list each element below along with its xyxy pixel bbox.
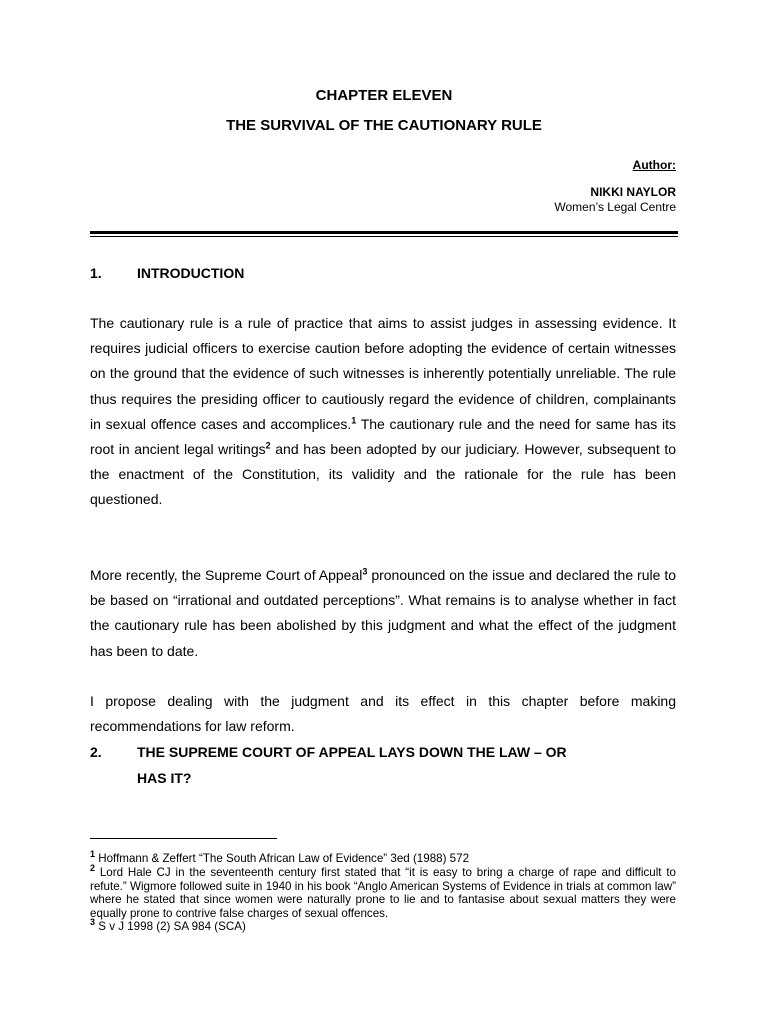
- chapter-title: THE SURVIVAL OF THE CAUTIONARY RULE: [226, 117, 542, 134]
- section-heading-continuation: HAS IT?: [137, 770, 192, 786]
- paragraph-supreme-court: [90, 563, 676, 664]
- footnote-ref[interactable]: 3: [362, 566, 368, 577]
- footnote-1: [90, 849, 676, 866]
- section-number: 1.: [90, 265, 102, 281]
- author-label: Author:: [632, 158, 676, 172]
- footnote-text: S v J 1998 (2) SA 984 (SCA): [95, 920, 246, 933]
- footnote-ref[interactable]: 2: [265, 440, 271, 451]
- author-organisation: Women’s Legal Centre: [554, 200, 676, 214]
- section-number: 2.: [90, 744, 102, 760]
- author-name: NIKKI NAYLOR: [590, 185, 676, 199]
- paragraph-text: More recently, the Supreme Court of Appeal: [90, 567, 363, 583]
- footnote-number: 2: [90, 863, 96, 874]
- section-heading-supreme-court: [90, 744, 678, 760]
- paragraph-proposal: I propose dealing with the judgment and its effect in this chapter before making recommendations for law reform.: [90, 693, 676, 735]
- header-divider-thin: [90, 236, 678, 237]
- footnote-2: [90, 863, 676, 920]
- footnote-text: Hoffmann & Zeffert “The South African Law of Evidence” 3ed (1988) 572: [95, 852, 470, 865]
- footnote-ref[interactable]: 1: [351, 415, 357, 426]
- footnote-number: 1: [90, 849, 96, 860]
- paragraph-text: and has been adopted by our judiciary. However, subsequent to the enactment of the Constitution, its validity and the rationale for the rule has been questioned.: [90, 441, 676, 508]
- chapter-label: CHAPTER ELEVEN: [315, 87, 453, 104]
- paragraph-text: pronounced on the issue and declared the rule to be based on “irrational and outdated perceptions”. What remains is to analyse whether in fact the cautionary rule has been abolished by this judgment and what the effect of the judgment has been to date.: [90, 567, 677, 659]
- footnote-text: Lord Hale CJ in the seventeenth century first stated that “it is easy to bring a charge of rape and difficult to refute.” Wigmore followed suite in 1940 in his book “Anglo American Systems of Evidence in trials at common law” where he stated that since women were naturally prone to lie and to fantasise about sexual matters they were equally prone to contrive false charges of sexual offences.: [90, 866, 676, 920]
- footnote-number: 3: [90, 917, 96, 928]
- paragraph-text: The cautionary rule is a rule of practice that aims to assist judges in assessing evidence. It requires judicial officers to exercise caution before adopting the evidence of certain witnesses on the ground that the evidence of such witnesses is inherently potentially unreliable. The rule thus requires the presiding officer to cautiously regard the evidence of children, complainants in sexual offence cases and accomplices.: [90, 315, 676, 432]
- footnote-separator: [90, 838, 277, 839]
- paragraph-text: The cautionary rule and the need for same has its root in ancient legal writings: [90, 415, 676, 458]
- section-heading-text: THE SUPREME COURT OF APPEAL LAYS DOWN THE LAW – OR: [137, 744, 567, 760]
- section-heading-text: INTRODUCTION: [137, 265, 245, 281]
- footnote-3: [90, 917, 676, 934]
- paragraph-cautionary-rule: [90, 311, 676, 513]
- section-heading-introduction: [90, 265, 678, 281]
- header-divider-thick: [90, 231, 678, 234]
